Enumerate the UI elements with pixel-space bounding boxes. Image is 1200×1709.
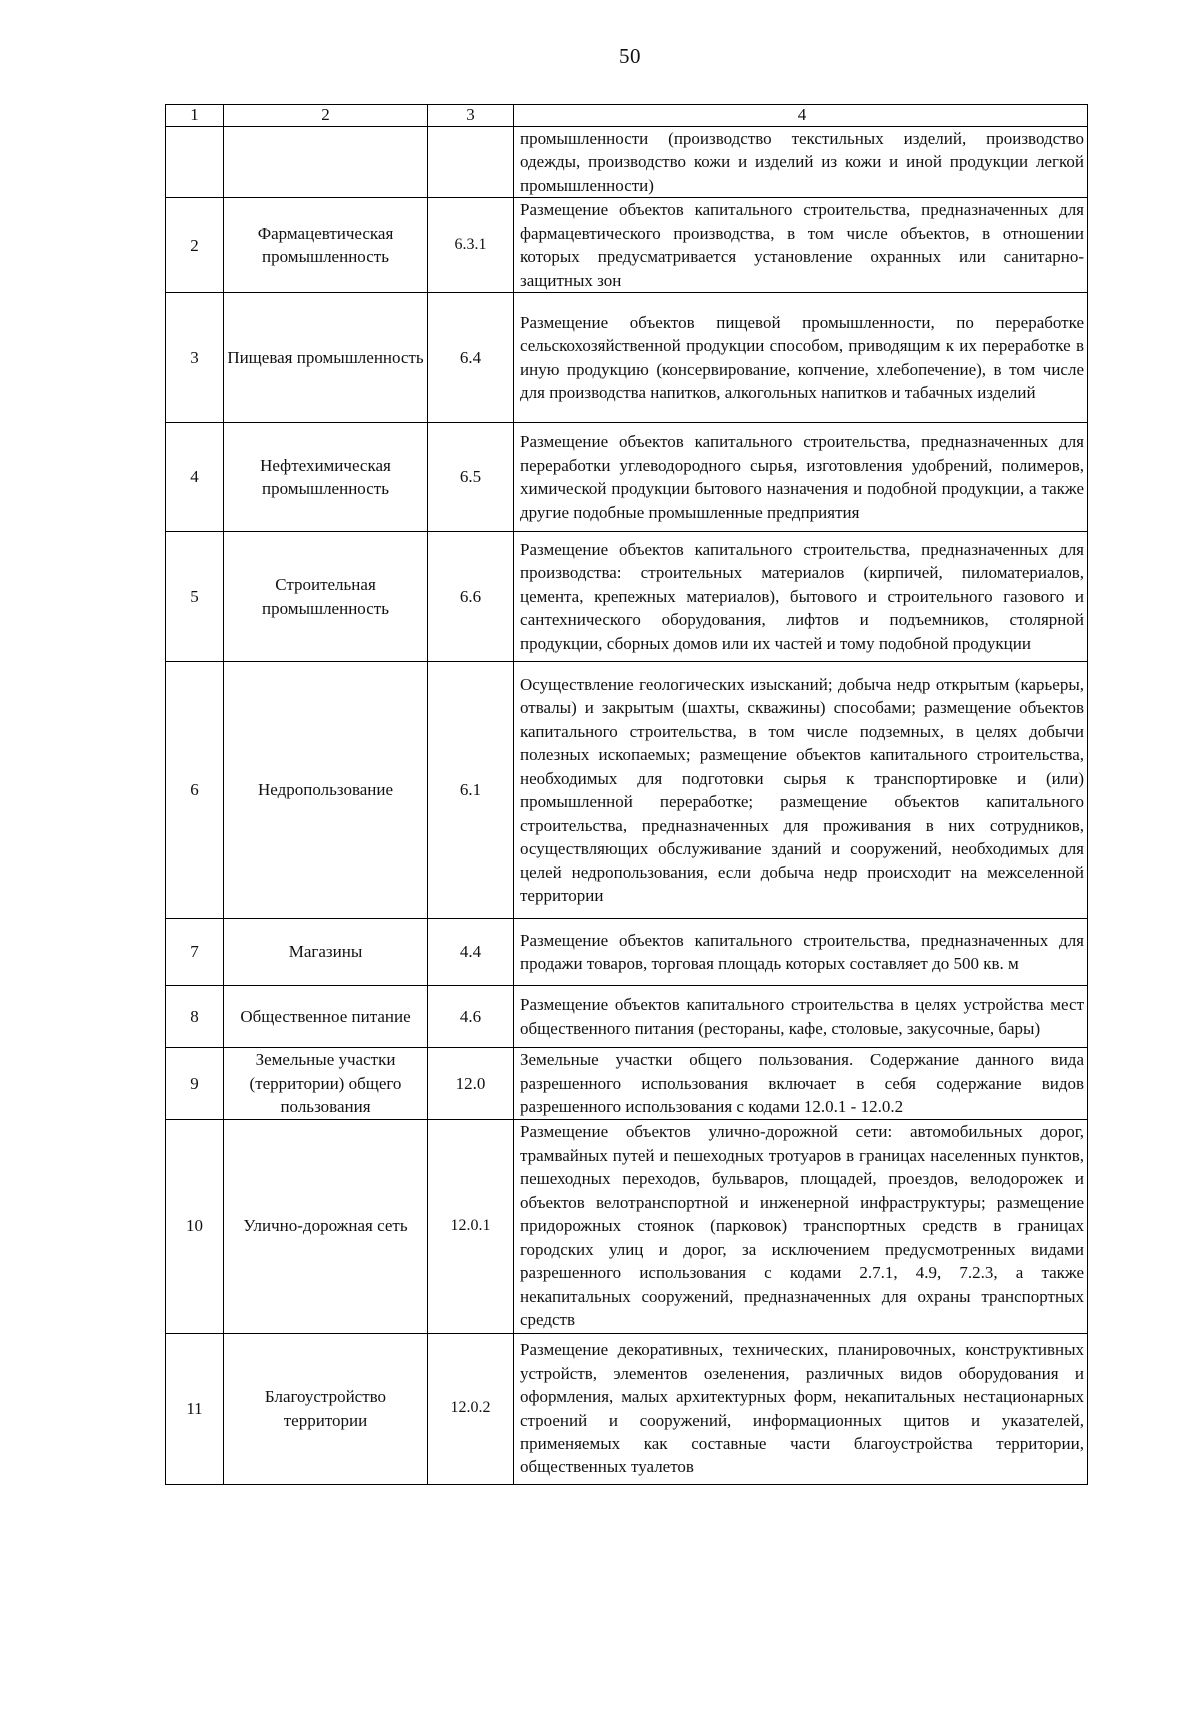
use-name-cell: Пищевая промышленность xyxy=(224,293,428,423)
table-row xyxy=(166,1333,1088,1484)
table-row xyxy=(166,986,1088,1048)
table-row xyxy=(166,919,1088,986)
table-row xyxy=(166,662,1088,919)
row-number-cell xyxy=(166,127,224,198)
use-name-cell: Недропользование xyxy=(224,662,428,919)
row-number-cell: 8 xyxy=(166,986,224,1048)
use-description-cell: Размещение объектов капитального строительства, предназначенных для переработки углеводородного сырья, изготовления удобрений, полимеров, химической продукции бытового назначения и подобной продукции, а также другие подобные промышленные предприятия xyxy=(514,423,1088,532)
row-number-cell: 11 xyxy=(166,1333,224,1484)
use-code-cell: 4.4 xyxy=(428,919,514,986)
use-description-cell: Размещение декоративных, технических, планировочных, конструктивных устройств, элементов озеленения, различных видов оборудования и оформления, малых архитектурных форм, некапитальных нестационарных строений и сооружений, информационных щитов и указателей, применяемых как составные части благоустройства территории, общественных туалетов xyxy=(514,1333,1088,1484)
use-code-cell: 6.3.1 xyxy=(428,198,514,293)
use-code-cell: 12.0.1 xyxy=(428,1119,514,1333)
row-number-cell: 2 xyxy=(166,198,224,293)
use-name-cell: Магазины xyxy=(224,919,428,986)
use-description-cell: промышленности (производство текстильных изделий, производство одежды, производство кожи и изделий из кожи и иной продукции легкой промышленности) xyxy=(514,127,1088,198)
use-code-cell xyxy=(428,127,514,198)
use-code-cell: 6.4 xyxy=(428,293,514,423)
use-name-cell xyxy=(224,127,428,198)
row-number-cell: 3 xyxy=(166,293,224,423)
use-code-cell: 6.5 xyxy=(428,423,514,532)
table-row xyxy=(166,423,1088,532)
use-code-cell: 12.0 xyxy=(428,1048,514,1119)
use-name-cell: Фармацевтическая промышленность xyxy=(224,198,428,293)
table-row xyxy=(166,127,1088,198)
header-cell-3: 3 xyxy=(428,105,514,127)
page-number: 50 xyxy=(619,44,641,68)
use-description-cell: Земельные участки общего пользования. Содержание данного вида разрешенного использования включает в себя содержание видов разрешенного использования с кодами 12.0.1 - 12.0.2 xyxy=(514,1048,1088,1119)
use-description-cell: Размещение объектов капитального строительства, предназначенных для продажи товаров, торговая площадь которых составляет до 500 кв. м xyxy=(514,919,1088,986)
use-description-cell: Размещение объектов капитального строительства, предназначенных для фармацевтического производства, в том числе объектов, в отношении которых предусматривается установление охранных или санитарно-защитных зон xyxy=(514,198,1088,293)
use-description-cell: Размещение объектов пищевой промышленности, по переработке сельскохозяйственной продукции способом, приводящим к их переработке в иную продукцию (консервирование, копчение, хлебопечение), в том числе для производства напитков, алкогольных напитков и табачных изделий xyxy=(514,293,1088,423)
header-cell-2: 2 xyxy=(224,105,428,127)
row-number-cell: 7 xyxy=(166,919,224,986)
use-code-cell: 6.6 xyxy=(428,532,514,662)
table-row xyxy=(166,1119,1088,1333)
row-number-cell: 9 xyxy=(166,1048,224,1119)
use-description-cell: Размещение объектов улично-дорожной сети: автомобильных дорог, трамвайных путей и пешеходных тротуаров в границах населенных пунктов, пешеходных переходов, бульваров, площадей, проездов, велодорожек и объектов велотранспортной и инженерной инфраструктуры; размещение придорожных стоянок (парковок) транспортных средств в границах городских улиц и дорог, за исключением предусмотренных видами разрешенного использования с кодами 2.7.1, 4.9, 7.2.3, а также некапитальных сооружений, предназначенных для охраны транспортных средств xyxy=(514,1119,1088,1333)
use-name-cell: Нефтехимическая промышленность xyxy=(224,423,428,532)
row-number-cell: 4 xyxy=(166,423,224,532)
header-cell-1: 1 xyxy=(166,105,224,127)
table-row xyxy=(166,293,1088,423)
table-row xyxy=(166,532,1088,662)
use-name-cell: Земельные участки (территории) общего пользования xyxy=(224,1048,428,1119)
table-header-row xyxy=(166,105,1088,127)
row-number-cell: 6 xyxy=(166,662,224,919)
use-name-cell: Общественное питание xyxy=(224,986,428,1048)
row-number-cell: 5 xyxy=(166,532,224,662)
row-number-cell: 10 xyxy=(166,1119,224,1333)
use-name-cell: Благоустройство территории xyxy=(224,1333,428,1484)
use-code-cell: 12.0.2 xyxy=(428,1333,514,1484)
land-use-table xyxy=(165,104,1088,1485)
use-name-cell: Улично-дорожная сеть xyxy=(224,1119,428,1333)
use-name-cell: Строительная промышленность xyxy=(224,532,428,662)
table-row xyxy=(166,198,1088,293)
use-description-cell: Осуществление геологических изысканий; добыча недр открытым (карьеры, отвалы) и закрытым (шахты, скважины) способами; размещение объектов капитального строительства, в том числе подземных, в целях добычи полезных ископаемых; размещение объектов капитального строительства, необходимых для подготовки сырья к транспортировке и (или) промышленной переработке; размещение объектов капитального строительства, предназначенных для проживания в них сотрудников, осуществляющих обслуживание зданий и сооружений, необходимых для целей недропользования, если добыча недр происходит на межселенной территории xyxy=(514,662,1088,919)
header-cell-4: 4 xyxy=(514,105,1088,127)
use-code-cell: 4.6 xyxy=(428,986,514,1048)
table-row xyxy=(166,1048,1088,1119)
use-description-cell: Размещение объектов капитального строительства, предназначенных для производства: строительных материалов (кирпичей, пиломатериалов, цемента, крепежных материалов), бытового и строительного газового и сантехнического оборудования, лифтов и подъемников, столярной продукции, сборных домов или их частей и тому подобной продукции xyxy=(514,532,1088,662)
use-code-cell: 6.1 xyxy=(428,662,514,919)
use-description-cell: Размещение объектов капитального строительства в целях устройства мест общественного питания (рестораны, кафе, столовые, закусочные, бары) xyxy=(514,986,1088,1048)
